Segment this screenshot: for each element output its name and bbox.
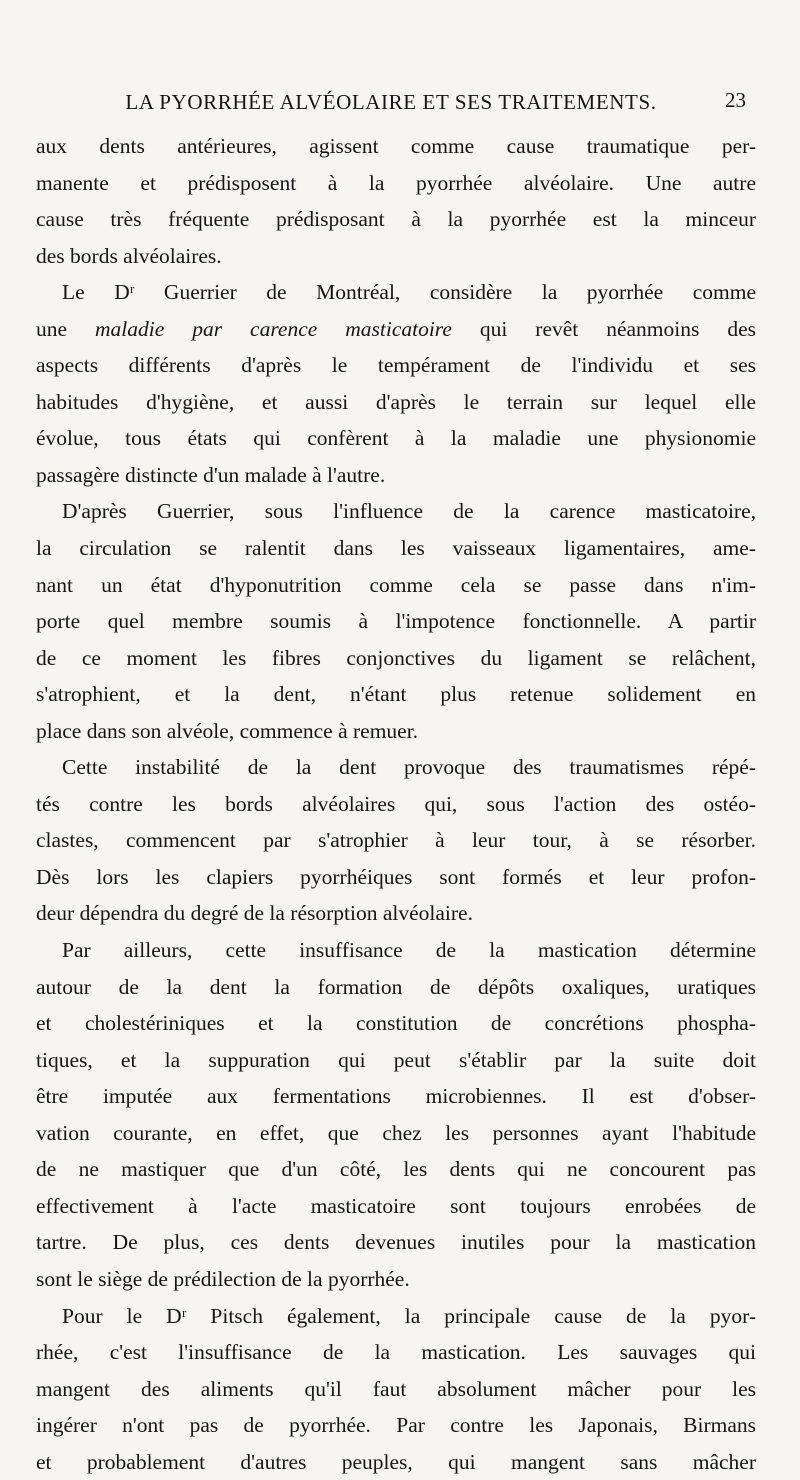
text-span: qui revêt néanmoins des	[451, 316, 756, 341]
text-line: et cholestériniques et la constitution de concrétions phospha-	[36, 1011, 756, 1036]
text-line: place dans son alvéole, commence à remuer.	[36, 718, 419, 743]
text-line: clastes, commencent par s'atrophier à leur tour, à se résorber.	[36, 828, 756, 853]
text-line: habitudes d'hygiène, et aussi d'après le terrain sur lequel elle	[36, 389, 756, 414]
text-line: tés contre les bords alvéolaires qui, sous l'action des ostéo-	[36, 791, 756, 816]
italic-term: maladie par carence masticatoire	[95, 316, 452, 341]
text-line: autour de la dent la formation de dépôts oxaliques, uratiques	[36, 974, 756, 999]
text-line: être imputée aux fermentations microbiennes. Il est d'obser-	[36, 1084, 756, 1109]
text-span: une	[36, 316, 95, 341]
text-line: Par ailleurs, cette insuffisance de la mastication détermine	[62, 938, 756, 963]
running-header	[36, 86, 746, 120]
text-line: manente et prédisposent à la pyorrhée alvéolaire. Une autre	[36, 170, 756, 195]
text-line: évolue, tous états qui confèrent à la maladie une physionomie	[36, 426, 756, 451]
text-line: tartre. De plus, ces dents devenues inutiles pour la mastication	[36, 1230, 756, 1255]
text-line: rhée, c'est l'insuffisance de la mastication. Les sauvages qui	[36, 1340, 756, 1365]
text-line: nant un état d'hyponutrition comme cela se passe dans n'im-	[36, 572, 756, 597]
text-line: porte quel membre soumis à l'impotence fonctionnelle. A partir	[36, 609, 756, 634]
text-line	[36, 311, 756, 348]
text-line: Le Dʳ Guerrier de Montréal, considère la pyorrhée comme	[62, 280, 756, 305]
text-line: Dès lors les clapiers pyorrhéiques sont formés et leur profon-	[36, 864, 756, 889]
text-line: et probablement d'autres peuples, qui mangent sans mâcher	[36, 1449, 756, 1474]
running-title: LA PYORRHÉE ALVÉOLAIRE ET SES TRAITEMENTS.	[125, 90, 657, 114]
text-line: cause très fréquente prédisposant à la pyorrhée est la minceur	[36, 207, 756, 232]
text-line: la circulation se ralentit dans les vaisseaux ligamentaires, ame-	[36, 536, 756, 561]
text-line: aspects différents d'après le tempérament de l'individu et ses	[36, 353, 756, 378]
text-line: s'atrophient, et la dent, n'étant plus retenue solidement en	[36, 682, 756, 707]
page-number: 23	[725, 88, 746, 112]
text-line: aux dents antérieures, agissent comme cause traumatique per-	[36, 134, 756, 158]
text-line: Cette instabilité de la dent provoque des traumatismes répé-	[62, 755, 756, 780]
text-line: de ce moment les fibres conjonctives du ligament se relâchent,	[36, 645, 756, 670]
text-line: tiques, et la suppuration qui peut s'établir par la suite doit	[36, 1047, 756, 1072]
text-line: D'après Guerrier, sous l'influence de la carence masticatoire,	[62, 499, 756, 524]
text-line: Pour le Dʳ Pitsch également, la principale cause de la pyor-	[62, 1303, 756, 1328]
text-line: mangent des aliments qu'il faut absolument mâcher pour les	[36, 1376, 756, 1401]
text-line: passagère distincte d'un malade à l'autre.	[36, 462, 386, 487]
text-line: vation courante, en effet, que chez les personnes ayant l'habitude	[36, 1120, 756, 1145]
body-text	[36, 128, 756, 1480]
text-line: effectivement à l'acte masticatoire sont toujours enrobées de	[36, 1193, 756, 1218]
text-line: des bords alvéolaires.	[36, 243, 222, 268]
text-line: ingérer n'ont pas de pyorrhée. Par contre les Japonais, Birmans	[36, 1413, 756, 1438]
text-line: sont le siège de prédilection de la pyorrhée.	[36, 1266, 410, 1291]
text-line: de ne mastiquer que d'un côté, les dents qui ne concourent pas	[36, 1157, 756, 1182]
text-line: deur dépendra du degré de la résorption alvéolaire.	[36, 901, 473, 926]
